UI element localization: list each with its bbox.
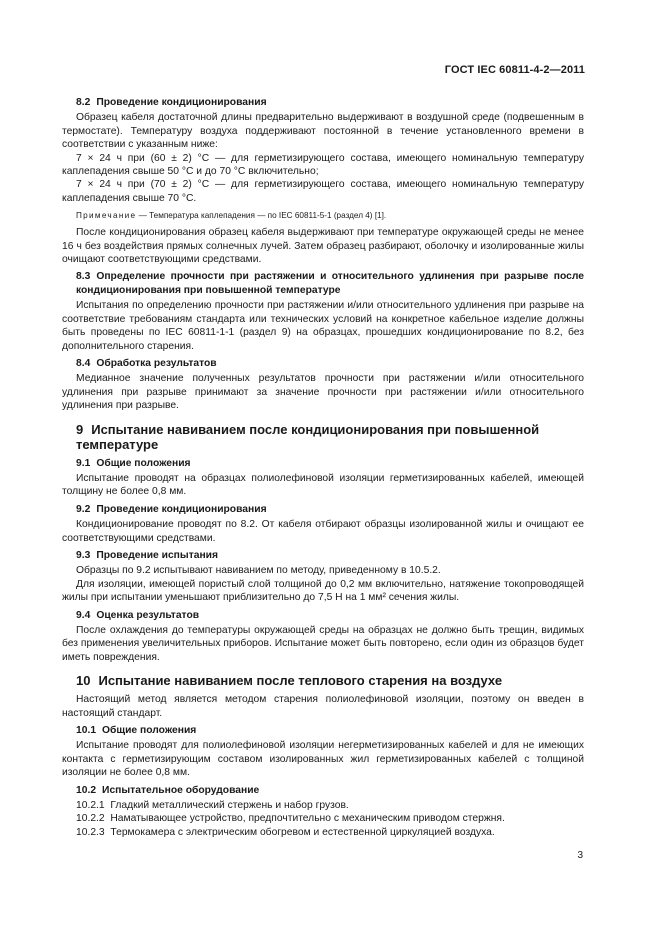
list-item: 10.2.1 Гладкий металлический стержень и набор грузов. — [76, 800, 349, 812]
note-text: — Температура каплепадения — по IEC 60811-5-1 (раздел 4) [1]. — [136, 211, 387, 221]
section-heading-8-2: 8.2 Проведение кондиционирования — [76, 97, 267, 108]
section-heading-9: 9 Испытание навиванием после кондиционирования при повышенной температуре — [76, 421, 540, 452]
paragraph: 7 × 24 ч при (70 ± 2) °С — для герметизирующего состава, имеющего номинальную температуру каплепадения свыше 70 °С. — [62, 179, 584, 204]
paragraph: Медианное значение полученных результатов прочности при растяжении и/или относительного удлинения при разрыве принимают за значение прочности при растяжении и/или относительного удлинения при разрыве. — [62, 373, 584, 412]
paragraph: Образец кабеля достаточной длины предварительно выдерживают в воздушной среде (подвешенным в термостате). Температуру воздуха поддерживают постоянной в течение установленного времени в соответствии с указанным ниже: — [62, 112, 584, 151]
note — [62, 210, 584, 222]
paragraph: 7 × 24 ч при (60 ± 2) °С — для герметизирующего состава, имеющего номинальную температуру каплепадения свыше 50 °С и до 70 °С включительно; — [62, 152, 584, 178]
section-heading-10-2: 10.2 Испытательное оборудование — [76, 784, 260, 796]
page-number: 3 — [577, 850, 583, 861]
paragraph: Для изоляции, имеющей пористый слой толщиной до 0,2 мм включительно, натяжение токопроводящей жилы при испытании уменьшают приблизительно до 7,5 Н на 1 мм² сечения жилы. — [62, 578, 584, 604]
list-item: 10.2.3 Термокамера с электрическим обогревом и естественной циркуляцией воздуха. — [76, 826, 495, 838]
list-item: 10.2.2 Наматывающее устройство, предпочтительно с механическим приводом стержня. — [76, 813, 505, 825]
paragraph: Испытание проводят на образцах полиолефиновой изоляции герметизированных кабелей, имеющей толщину не более 0,8 мм. — [62, 472, 584, 498]
paragraph: Настоящий метод является методом старения полиолефиновой изоляции, поэтому он введен в настоящий стандарт. — [62, 694, 584, 719]
paragraph: После охлаждения до температуры окружающей среды на образцах не должно быть трещин, видимых без применения увеличительных приборов. Испытание может быть повторено, если один из образцов будет иметь повреждения. — [62, 625, 584, 663]
section-heading-9-1: 9.1 Общие положения — [76, 457, 191, 469]
section-heading-9-4: 9.4 Оценка результатов — [76, 609, 200, 621]
paragraph: Испытания по определению прочности при растяжении и/или относительного удлинения при разрыве на соответствие требованиям стандарта или технических условий на конкретное кабельное изделие должны быть проведены по IEC 60811-1-1 (раздел 9) на образцах, прошедших кондиционирование по 8.2, без дополнительного старения. — [62, 300, 584, 352]
section-heading-8-3: 8.3 Определение прочности при растяжении и относительного удлинения при разрыве после кондиционирования при повышенной температуре — [76, 271, 584, 296]
paragraph: Испытание проводят для полиолефиновой изоляции негерметизированных кабелей и для не имеющих контакта с герметизирующим составом изолированных жил герметизированных кабелей с толщиной изоляции не более 0,8 мм. — [62, 740, 584, 779]
section-heading-10-1: 10.1 Общие положения — [76, 725, 197, 737]
section-heading-8-4: 8.4 Обработка результатов — [76, 357, 217, 369]
section-heading-9-3: 9.3 Проведение испытания — [76, 549, 219, 561]
section-heading-10: 10 Испытание навиванием после теплового старения на воздухе — [76, 673, 503, 689]
document-header: ГОСТ IEC 60811-4-2—2011 — [444, 64, 585, 76]
paragraph: После кондиционирования образец кабеля выдерживают при температуре окружающей среды не менее 16 ч без воздействия прямых солнечных лучей. Затем образец разбирают, оболочку и изолированные жилы очищают соответствующими средствами. — [62, 227, 584, 266]
paragraph: Кондиционирование проводят по 8.2. От кабеля отбирают образцы изолированной жилы и очищают ее соответствующими средствами. — [62, 519, 584, 544]
paragraph: Образцы по 9.2 испытывают навиванием по методу, приведенному в 10.5.2. — [76, 565, 441, 577]
note-label: Примечание — [76, 211, 137, 221]
page-content — [62, 92, 584, 839]
section-heading-9-2: 9.2 Проведение кондиционирования — [76, 503, 267, 515]
